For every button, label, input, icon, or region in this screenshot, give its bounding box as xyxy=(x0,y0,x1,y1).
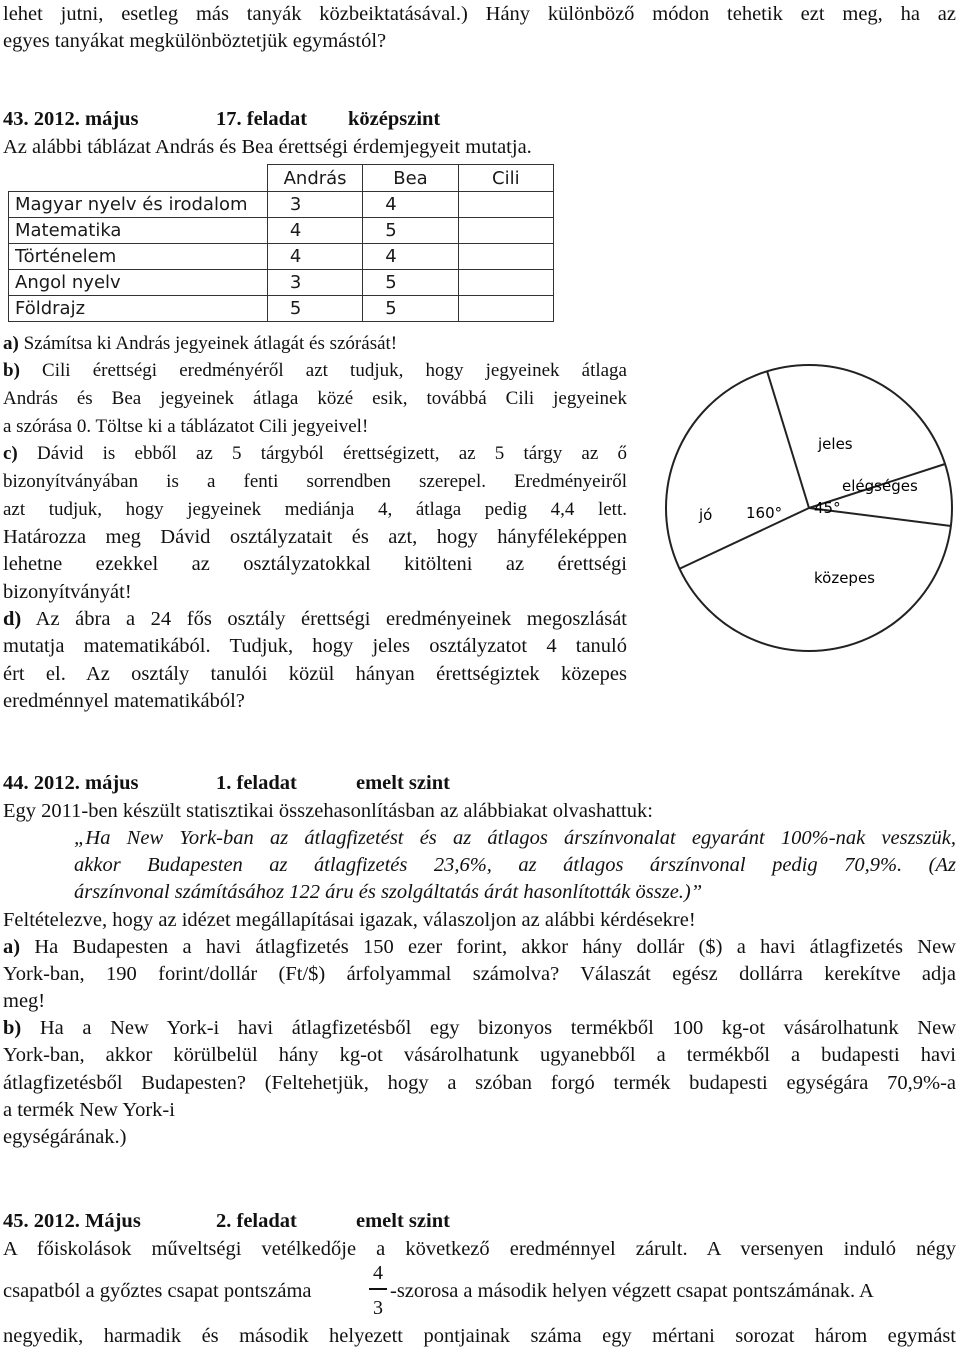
col-header-andras: András xyxy=(267,165,362,192)
fraction-numerator: 4 xyxy=(373,1262,383,1284)
task43-b-line2: András és Bea jegyeinek átlaga közé esik, továbbá Cili jegyeinek xyxy=(3,388,627,409)
task44-assume: Feltételezve, hogy az idézet megállapításai igazak, válaszoljon az alábbi kérdésekre! xyxy=(3,909,696,931)
pie-angle-elegseges: 45° xyxy=(814,499,841,517)
question-b-text: Cili érettségi eredményéről azt tudjuk, hogy jegyeinek átlaga xyxy=(19,360,627,381)
task43-b-line3: a szórása 0. Töltse ki a táblázatot Cili jegyeivel! xyxy=(3,416,369,437)
subject-cell: Matematika xyxy=(9,218,268,244)
task43-a xyxy=(3,331,397,357)
grade-andras: 4 xyxy=(267,218,362,244)
task43-b-line1 xyxy=(3,358,627,384)
table-row xyxy=(9,218,554,244)
task44-b-line2: York-ban, akkor körülbelül hány kg-ot vásárolhatunk ugyanebből a termékből a budapesti havi xyxy=(3,1044,956,1066)
task44-intro: Egy 2011-ben készült statisztikai összehasonlításban az alábbiakat olvashattuk: xyxy=(3,800,653,822)
table-row xyxy=(9,192,554,218)
question-b-text: Ha a New York-i havi átlagfizetésből egy bizonyos termékből 100 kg-ot vásárolhatunk New xyxy=(21,1017,956,1039)
task43-level: középszint xyxy=(348,108,441,130)
task44-a-line1 xyxy=(3,934,956,960)
task44-level: emelt szint xyxy=(356,772,450,794)
grade-bea: 5 xyxy=(363,270,458,296)
intro-line-1: lehet jutni, esetleg más tanyák közbeiktatásával.) Hány különböző módon tehetik ezt meg, ha az xyxy=(3,3,956,25)
task43-d-line3: ért el. Az osztály tanulói közül hányan érettségiztek közepes xyxy=(3,663,627,685)
table-corner xyxy=(9,165,268,192)
subject-cell: Angol nyelv xyxy=(9,270,268,296)
task44-a-line2: York-ban, 190 forint/dollár (Ft/$) árfolyammal számolva? Válaszát egész dollárra kerekítve adja xyxy=(3,963,956,985)
task45-line1: A főiskolások műveltségi vetélkedője a következő eredménnyel zárult. A versenyen induló négy xyxy=(3,1238,956,1260)
question-a-text: Ha Budapesten a havi átlagfizetés 150 ezer forint, akkor hány dollár ($) a havi átlagfizetés New xyxy=(20,936,956,958)
task43-header xyxy=(3,106,440,132)
pie-label-elegseges: elégséges xyxy=(842,477,918,495)
task43-c-line5: lehetne ezekkel az osztályzatokkal kitölteni az érettségi xyxy=(3,553,627,575)
task45-line2-pre: csapatból a győztes csapat pontszáma xyxy=(3,1280,312,1302)
task43-c-line1 xyxy=(3,441,627,467)
grade-cili[interactable] xyxy=(458,296,553,322)
question-c-text: Dávid is ebből az 5 tárgyból érettségizett, az 5 tárgy az ő xyxy=(17,443,627,464)
task43-c-line2: bizonyítványában is a fenti sorrendben szerepel. Eredményeiről xyxy=(3,471,627,492)
label-d: d) xyxy=(3,608,22,630)
subject-cell: Földrajz xyxy=(9,296,268,322)
grades-table xyxy=(8,164,554,324)
grade-cili[interactable] xyxy=(458,270,553,296)
task44-number: 44. 2012. május xyxy=(3,772,139,794)
task43-c-line4: Határozza meg Dávid osztályzatait és azt, hogy hányféleképpen xyxy=(3,526,627,548)
pie-label-jeles: jeles xyxy=(818,435,853,453)
subject-cell: Történelem xyxy=(9,244,268,270)
question-d-text: Az ábra a 24 fős osztály érettségi eredményeinek megoszlását xyxy=(21,608,627,630)
grade-andras: 3 xyxy=(267,192,362,218)
col-header-cili: Cili xyxy=(458,165,553,192)
pie-label-kozepes: közepes xyxy=(814,569,875,587)
task45-feladat: 2. feladat xyxy=(216,1210,297,1232)
question-a: Számítsa ki András jegyeinek átlagát és szórását! xyxy=(18,333,398,354)
task45-level: emelt szint xyxy=(356,1210,450,1232)
subject-cell: Magyar nyelv és irodalom xyxy=(9,192,268,218)
task44-a-line3: meg! xyxy=(3,990,46,1012)
task44-b-line3: átlagfizetésből Budapesten? (Feltehetjük, hogy a szóban forgó termék budapesti egységára 70,9%-a xyxy=(3,1072,956,1094)
intro-line-2: egyes tanyákat megkülönböztetjük egymástól? xyxy=(3,30,387,52)
task45-line2-post: -szorosa a második helyen végzett csapat pontszámának. A xyxy=(390,1280,874,1302)
grade-andras: 3 xyxy=(267,270,362,296)
grade-bea: 5 xyxy=(363,218,458,244)
grade-cili[interactable] xyxy=(458,244,553,270)
task43-d-line1 xyxy=(3,606,627,632)
task45-line3: negyedik, harmadik és második helyezett pontjainak száma egy mértani sorozat három egymást xyxy=(3,1325,956,1347)
grade-cili[interactable] xyxy=(458,218,553,244)
task43-intro: Az alábbi táblázat András és Bea érettségi érdemjegyeit mutatja. xyxy=(3,136,532,158)
task43-d-line2: mutatja matematikából. Tudjuk, hogy jeles osztályzatot 4 tanuló xyxy=(3,635,627,657)
label-b: b) xyxy=(3,360,20,381)
task45-header xyxy=(3,1208,450,1234)
task44-b-line5: egységárának.) xyxy=(3,1126,127,1148)
grade-pie-chart xyxy=(664,362,954,654)
task44-quote-line1: „Ha New York-ban az átlagfizetést és az átlagos árszínvonalat egyaránt 100%-nak veszszük, xyxy=(74,827,956,849)
label-c: c) xyxy=(3,443,18,464)
task44-feladat: 1. feladat xyxy=(216,772,297,794)
task43-c-line6: bizonyítványát! xyxy=(3,581,132,603)
task44-b-line1 xyxy=(3,1015,956,1041)
pie-angle-jo: 160° xyxy=(746,504,783,522)
task44-b-line4: a termék New York-i xyxy=(3,1099,175,1121)
fraction-denominator: 3 xyxy=(373,1297,383,1319)
grade-andras: 4 xyxy=(267,244,362,270)
table-row xyxy=(9,270,554,296)
fraction-bar xyxy=(369,1288,387,1290)
grade-cili[interactable] xyxy=(458,192,553,218)
grade-andras: 5 xyxy=(267,296,362,322)
task45-number: 45. 2012. Május xyxy=(3,1210,141,1232)
task43-number: 43. 2012. május xyxy=(3,108,139,130)
grade-bea: 4 xyxy=(363,192,458,218)
task43-feladat: 17. feladat xyxy=(216,108,308,130)
task43-d-line4: eredménnyel matematikából? xyxy=(3,690,245,712)
label-a: a) xyxy=(3,333,19,354)
label-b: b) xyxy=(3,1017,22,1039)
task44-quote-line3: árszínvonal számításához 122 áru és szolgáltatás árát hasonlították össze.)” xyxy=(74,881,703,903)
task44-header xyxy=(3,770,450,796)
table-row xyxy=(9,244,554,270)
label-a: a) xyxy=(3,936,21,958)
col-header-bea: Bea xyxy=(363,165,458,192)
task44-quote-line2: akkor Budapesten az átlagfizetés 23,6%, az átlagos árszínvonal pedig 70,9%. (Az xyxy=(74,854,956,876)
table-row xyxy=(9,296,554,322)
task43-c-line3: azt tudjuk, hogy jegyeinek mediánja 4, átlaga pedig 4,4 lett. xyxy=(3,499,627,520)
pie-label-jo: jó xyxy=(699,506,713,524)
grade-bea: 4 xyxy=(363,244,458,270)
grade-bea: 5 xyxy=(363,296,458,322)
